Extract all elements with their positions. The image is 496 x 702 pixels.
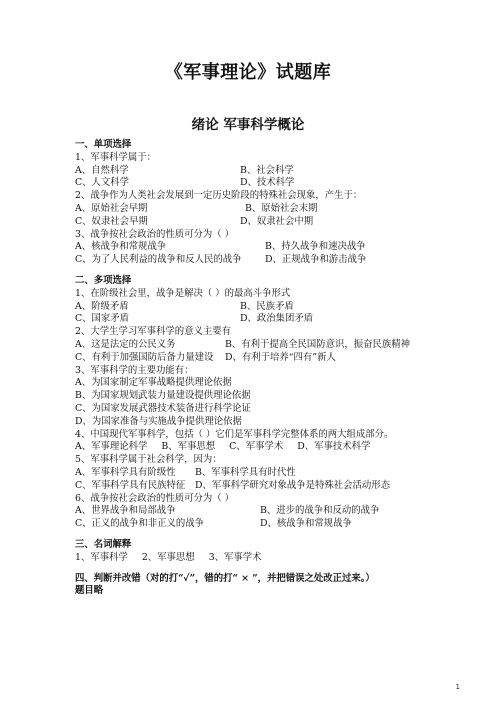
question-text: 1、军事科学属于： bbox=[75, 151, 156, 163]
option-a: A、军事理论科学 bbox=[75, 441, 148, 453]
option-c: C、军事学术 bbox=[229, 441, 284, 453]
term-3: 3、军事学术 bbox=[208, 551, 262, 563]
option-row bbox=[75, 301, 475, 314]
option-a: A、核战争和常规战争 bbox=[75, 241, 167, 253]
option-row bbox=[75, 254, 475, 267]
term-row bbox=[75, 552, 475, 565]
omitted-note: 题目略 bbox=[75, 585, 104, 597]
chapter-title: 绪论 军事科学概论 bbox=[191, 117, 305, 133]
option-d: D、政治集团矛盾 bbox=[240, 313, 314, 325]
option-row bbox=[75, 467, 475, 480]
section-multiple-choice bbox=[75, 275, 475, 531]
option-b: B、持久战争和速决战争 bbox=[265, 241, 366, 253]
option-c: C、军事科学具有民族特征 bbox=[75, 479, 186, 491]
term-2: 2、军事思想 bbox=[141, 551, 195, 563]
option-row bbox=[75, 216, 475, 229]
option-row bbox=[75, 165, 475, 178]
option-a: A、原始社会早期 bbox=[75, 202, 148, 214]
option-a: A、这是法定的公民义务 bbox=[75, 338, 176, 350]
option-d: D、军事科学研究对象战争是特殊社会活动形态 bbox=[195, 479, 391, 491]
section-heading: 二、多项选择 bbox=[75, 274, 132, 286]
section-true-false bbox=[75, 573, 475, 599]
option-d: D、有利于培养“四有”新人 bbox=[225, 351, 336, 363]
option-b: B、军事思想 bbox=[161, 441, 216, 453]
option-c: C、国家矛盾 bbox=[75, 313, 130, 325]
option-b: B、为国家规划武装力量建设提供理论依据 bbox=[75, 390, 251, 402]
option-d: D、军事技术科学 bbox=[297, 441, 371, 453]
option-b: B、进步的战争和反动的战争 bbox=[260, 505, 380, 517]
option-d: D、正规战争和游击战争 bbox=[265, 254, 367, 266]
option-row bbox=[75, 441, 475, 454]
section-single-choice bbox=[75, 139, 475, 267]
option-row bbox=[75, 339, 475, 352]
option-row bbox=[75, 203, 475, 216]
option-a: A、军事科学具有阶级性 bbox=[75, 466, 176, 478]
option-c: C、奴隶社会早期 bbox=[75, 215, 148, 227]
question-text: 3、战争按社会政治的性质可分为（ ） bbox=[75, 228, 234, 240]
option-row bbox=[75, 352, 475, 365]
option-d: D、为国家准备与实施战争提供理论依据 bbox=[75, 415, 242, 427]
option-d: D、核战争和常规战争 bbox=[260, 518, 352, 530]
option-a: A、世界战争和局部战争 bbox=[75, 505, 176, 517]
question-text: 4、中国现代军事科学，包括（ ）它们是军事科学完整体系的两大组成部分。 bbox=[75, 428, 394, 440]
option-row bbox=[75, 505, 475, 518]
option-b: B、社会科学 bbox=[240, 164, 294, 176]
option-a: A、阶级矛盾 bbox=[75, 300, 129, 312]
option-c: C、正义的战争和非正义的战争 bbox=[75, 518, 205, 530]
question-text: 6、战争按社会政治的性质可分为（ ） bbox=[75, 492, 234, 504]
option-row bbox=[75, 177, 475, 190]
document-title: 《军事理论》试题库 bbox=[164, 62, 332, 83]
option-b: B、民族矛盾 bbox=[240, 300, 294, 312]
option-row bbox=[75, 313, 475, 326]
section-heading: 三、名词解释 bbox=[75, 538, 132, 550]
option-a: A、为国家制定军事战略提供理论依据 bbox=[75, 377, 232, 389]
question-text: 2、大学生学习军事科学的意义主要有 bbox=[75, 326, 231, 338]
option-row bbox=[75, 518, 475, 531]
option-a: A、自然科学 bbox=[75, 164, 129, 176]
section-term-definitions bbox=[75, 539, 475, 565]
section-heading: 四、判断并改错（对的打“✓”，错的打“ × ”，并把错误之处改正过来。） bbox=[75, 572, 375, 584]
question-text: 5、军事科学属于社会科学，因为： bbox=[75, 454, 222, 466]
option-b: B、军事科学具有时代性 bbox=[195, 466, 296, 478]
option-c: C、有利于加强国防后备力量建设 bbox=[75, 351, 214, 363]
option-d: D、技术科学 bbox=[240, 177, 295, 189]
question-text: 3、军事科学的主要功能有： bbox=[75, 364, 194, 376]
option-c: C、人文科学 bbox=[75, 177, 130, 189]
question-bank-content bbox=[75, 139, 475, 606]
option-row bbox=[75, 480, 475, 493]
option-row bbox=[75, 241, 475, 254]
option-d: D、奴隶社会中期 bbox=[240, 215, 314, 227]
option-b: B、有利于提高全民国防意识，振奋民族精神 bbox=[225, 338, 411, 350]
term-1: 1、军事科学 bbox=[75, 551, 128, 563]
option-b: B、原始社会末期 bbox=[245, 202, 318, 214]
section-heading: 一、单项选择 bbox=[75, 139, 132, 150]
option-c: C、为国家发展武器技术装备进行科学论证 bbox=[75, 402, 251, 414]
page-number: 1 bbox=[455, 683, 460, 691]
option-c: C、为了人民利益的战争和反人民的战争 bbox=[75, 254, 242, 266]
question-text: 2、战争作为人类社会发展到一定历史阶段的特殊社会现象，产生于： bbox=[75, 190, 363, 202]
question-text: 1、在阶级社会里，战争是解决（ ）的最高斗争形式 bbox=[75, 287, 291, 299]
